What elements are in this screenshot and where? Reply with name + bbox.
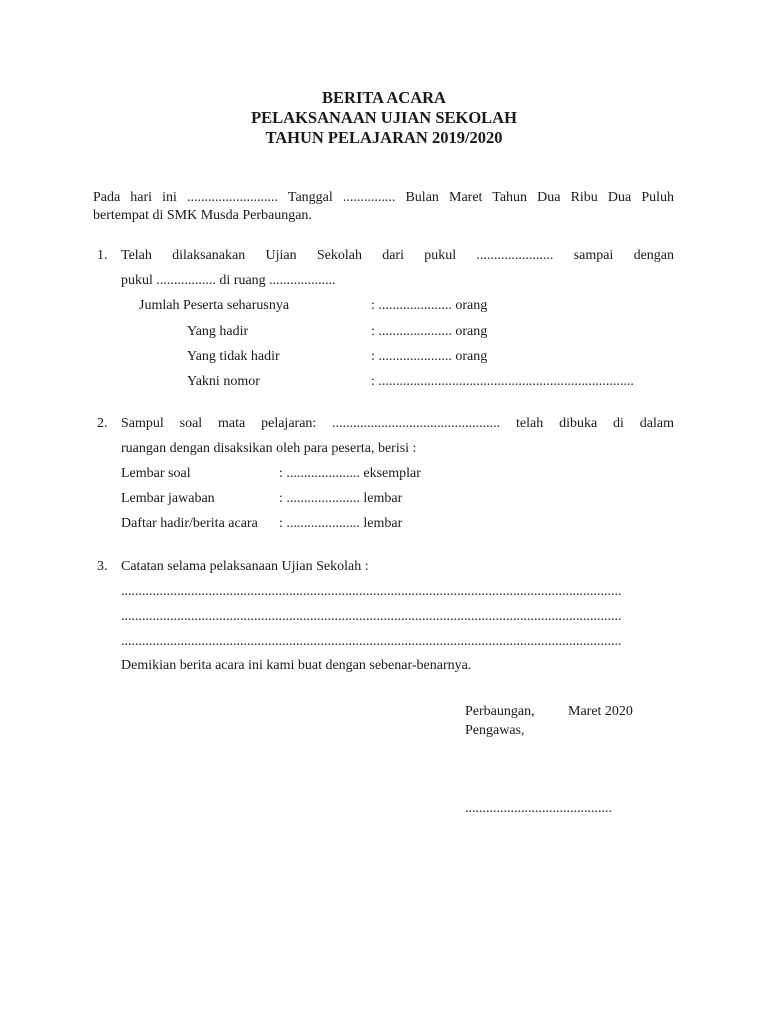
section2-line-1: Sampul soal mata pelajaran: ................................................ telah dibuka di dalam xyxy=(121,416,674,431)
expected-participants-value: : ..................... orang xyxy=(371,298,488,313)
signature-line: .......................................... xyxy=(465,801,612,816)
question-sheet-value: : ..................... eksemplar xyxy=(279,466,421,481)
notes-dots-line-1: ............................................................................................................................................... xyxy=(121,584,622,599)
answer-sheet-value: : ..................... lembar xyxy=(279,491,403,506)
signature-date: Maret 2020 xyxy=(568,704,633,719)
notes-dots-line-3: ............................................................................................................................................... xyxy=(121,634,622,649)
notes-dots-line-2: ............................................................................................................................................... xyxy=(121,609,622,624)
document-title: BERITA ACARA xyxy=(322,88,446,107)
present-label: Yang hadir xyxy=(187,324,249,339)
signature-place: Perbaungan, xyxy=(465,704,535,719)
section3-line-1: Catatan selama pelaksanaan Ujian Sekolah : xyxy=(121,559,369,574)
document-subtitle: PELAKSANAAN UJIAN SEKOLAH xyxy=(251,108,517,127)
present-value: : ..................... orang xyxy=(371,324,488,339)
section3-number: 3. xyxy=(97,559,108,574)
answer-sheet-label: Lembar jawaban xyxy=(121,491,215,506)
section2-number: 2. xyxy=(97,416,108,431)
question-sheet-label: Lembar soal xyxy=(121,466,191,481)
intro-line-2: bertempat di SMK Musda Perbaungan. xyxy=(93,208,312,223)
signature-role: Pengawas, xyxy=(465,723,525,738)
absent-numbers-value: : ......................................................................... xyxy=(371,374,634,389)
section1-number: 1. xyxy=(97,248,108,263)
absent-label: Yang tidak hadir xyxy=(187,349,280,364)
document-year: TAHUN PELAJARAN 2019/2020 xyxy=(265,128,503,147)
absent-value: : ..................... orang xyxy=(371,349,488,364)
closing-statement: Demikian berita acara ini kami buat dengan sebenar-benarnya. xyxy=(121,658,472,673)
section1-line-1: Telah dilaksanakan Ujian Sekolah dari pukul ...................... sampai dengan xyxy=(121,248,674,263)
absent-numbers-label: Yakni nomor xyxy=(187,374,260,389)
intro-line-1: Pada hari ini .......................... Tanggal ............... Bulan Maret Tahun Dua Ribu Dua Puluh xyxy=(93,190,674,205)
attendance-list-label: Daftar hadir/berita acara xyxy=(121,516,258,531)
attendance-list-value: : ..................... lembar xyxy=(279,516,403,531)
expected-participants-label: Jumlah Peserta seharusnya xyxy=(139,298,290,313)
section1-line-2: pukul ................. di ruang ................... xyxy=(121,273,336,288)
section2-line-2: ruangan dengan disaksikan oleh para peserta, berisi : xyxy=(121,441,417,456)
